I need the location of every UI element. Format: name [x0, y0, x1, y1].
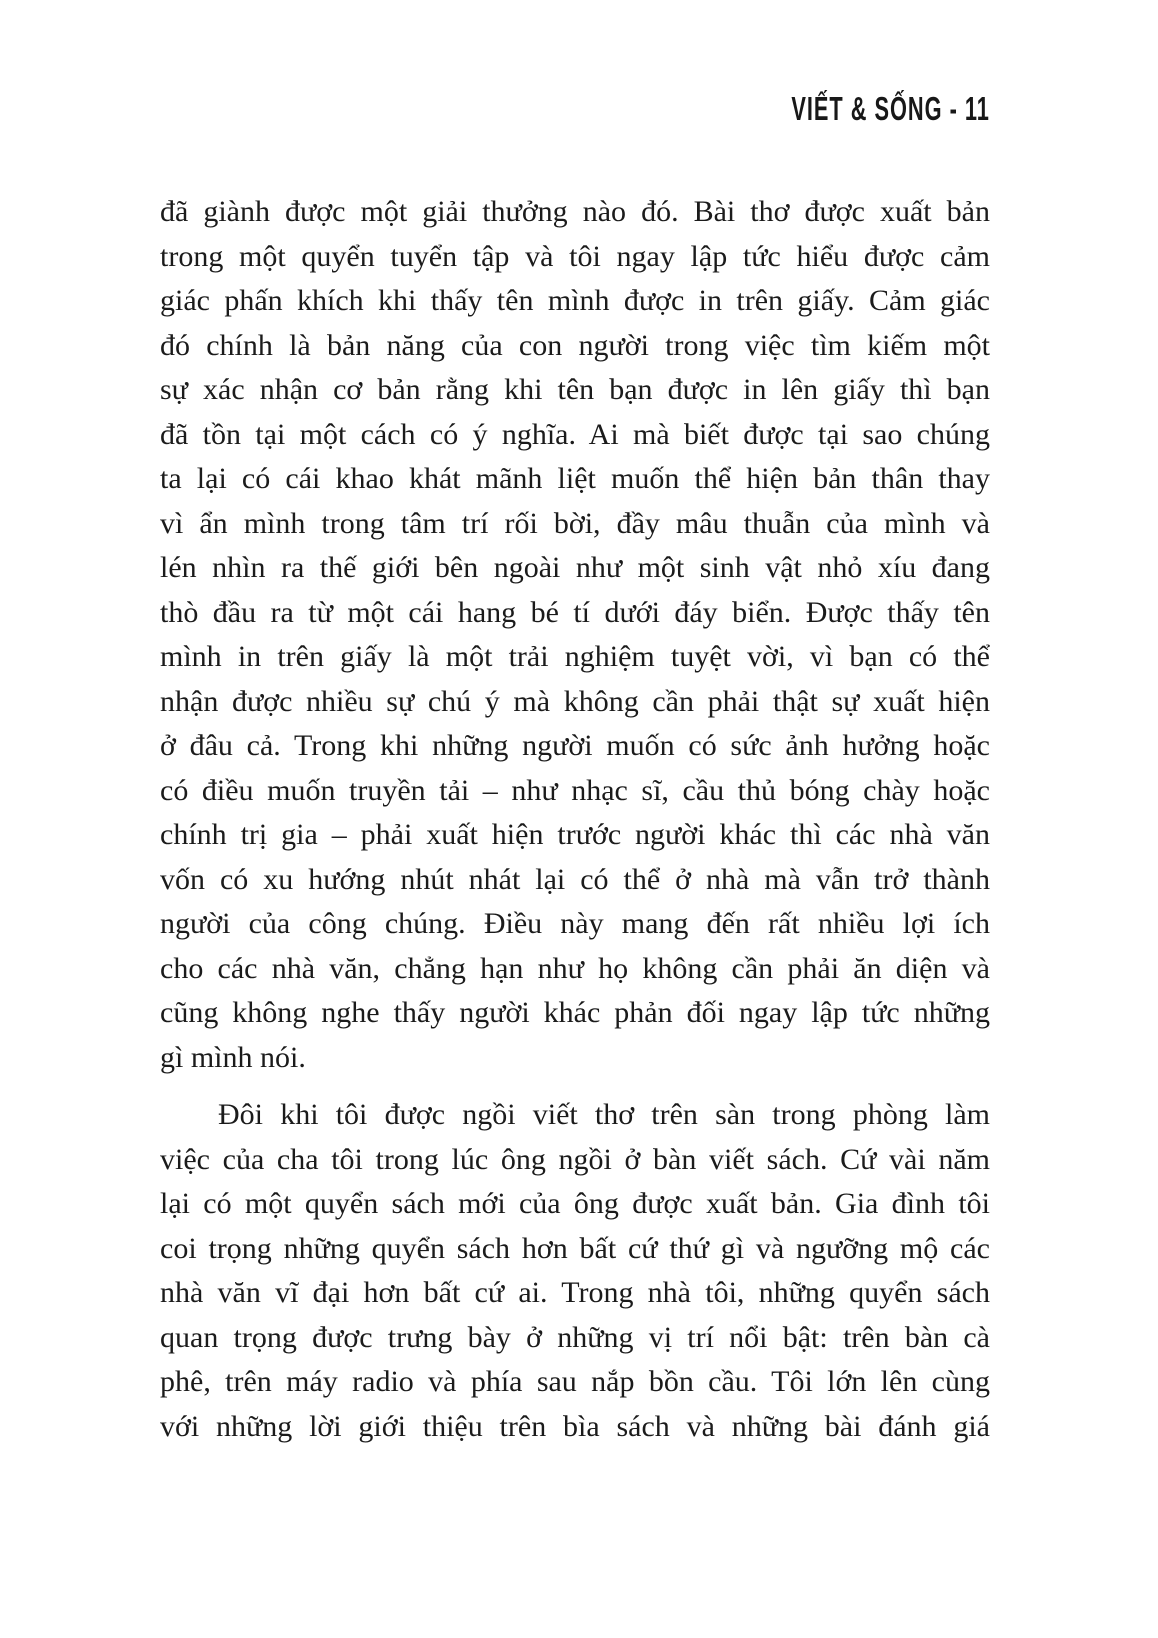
- text-line: thò đầu ra từ một cái hang bé tí dưới đáy biển. Được thấy tên: [160, 595, 990, 629]
- text-line: với những lời giới thiệu trên bìa sách và những bài đánh giá: [160, 1409, 990, 1443]
- running-header: VIẾT & SỐNG - 11: [791, 90, 990, 127]
- text-line: Đôi khi tôi được ngồi viết thơ trên sàn trong phòng làm: [218, 1098, 990, 1131]
- text-line: nhận được nhiều sự chú ý mà không cần phải thật sự xuất hiện: [160, 684, 990, 718]
- text-line: mình in trên giấy là một trải nghiệm tuyệt vời, vì bạn có thể: [160, 640, 990, 673]
- text-line: vì ẩn mình trong tâm trí rối bời, đầy mâu thuẫn của mình và: [160, 506, 990, 540]
- paragraph-1: [160, 190, 990, 1080]
- text-line: sự xác nhận cơ bản rằng khi tên bạn được in lên giấy thì bạn: [160, 373, 990, 406]
- text-line: nhà văn vĩ đại hơn bất cứ ai. Trong nhà tôi, những quyển sách: [160, 1276, 990, 1309]
- text-line: ở đâu cả. Trong khi những người muốn có sức ảnh hưởng hoặc: [160, 729, 990, 762]
- text-line: coi trọng những quyển sách hơn bất cứ thứ gì và ngưỡng mộ các: [160, 1231, 990, 1265]
- text-line: vốn có xu hướng nhút nhát lại có thể ở nhà mà vẫn trở thành: [160, 862, 990, 896]
- paragraph-2: [160, 1093, 990, 1449]
- text-line: quan trọng được trưng bày ở những vị trí nổi bật: trên bàn cà: [160, 1320, 990, 1354]
- text-line: đó chính là bản năng của con người trong việc tìm kiếm một: [160, 328, 990, 362]
- text-line: chính trị gia – phải xuất hiện trước người khác thì các nhà văn: [160, 818, 990, 851]
- text-line: trong một quyển tuyển tập và tôi ngay lập tức hiểu được cảm: [160, 239, 990, 273]
- text-line: đã giành được một giải thưởng nào đó. Bài thơ được xuất bản: [160, 195, 990, 228]
- text-line: cũng không nghe thấy người khác phản đối ngay lập tức những: [160, 996, 990, 1029]
- text-line: đã tồn tại một cách có ý nghĩa. Ai mà biết được tại sao chúng: [160, 417, 990, 451]
- text-line: phê, trên máy radio và phía sau nắp bồn cầu. Tôi lớn lên cùng: [160, 1365, 990, 1398]
- text-line: lại có một quyển sách mới của ông được xuất bản. Gia đình tôi: [160, 1187, 990, 1220]
- text-line: gì mình nói.: [160, 1040, 306, 1074]
- text-line: có điều muốn truyền tải – như nhạc sĩ, cầu thủ bóng chày hoặc: [160, 773, 990, 807]
- text-line: giác phấn khích khi thấy tên mình được in trên giấy. Cảm giác: [160, 284, 990, 317]
- text-line: lén nhìn ra thế giới bên ngoài như một sinh vật nhỏ xíu đang: [160, 551, 990, 584]
- text-line: ta lại có cái khao khát mãnh liệt muốn thể hiện bản thân thay: [160, 462, 990, 495]
- body-text: [160, 190, 990, 1449]
- text-line: người của công chúng. Điều này mang đến rất nhiều lợi ích: [160, 907, 990, 940]
- text-line: cho các nhà văn, chẳng hạn như họ không cần phải ăn diện và: [160, 951, 990, 985]
- text-line: việc của cha tôi trong lúc ông ngồi ở bàn viết sách. Cứ vài năm: [160, 1142, 990, 1176]
